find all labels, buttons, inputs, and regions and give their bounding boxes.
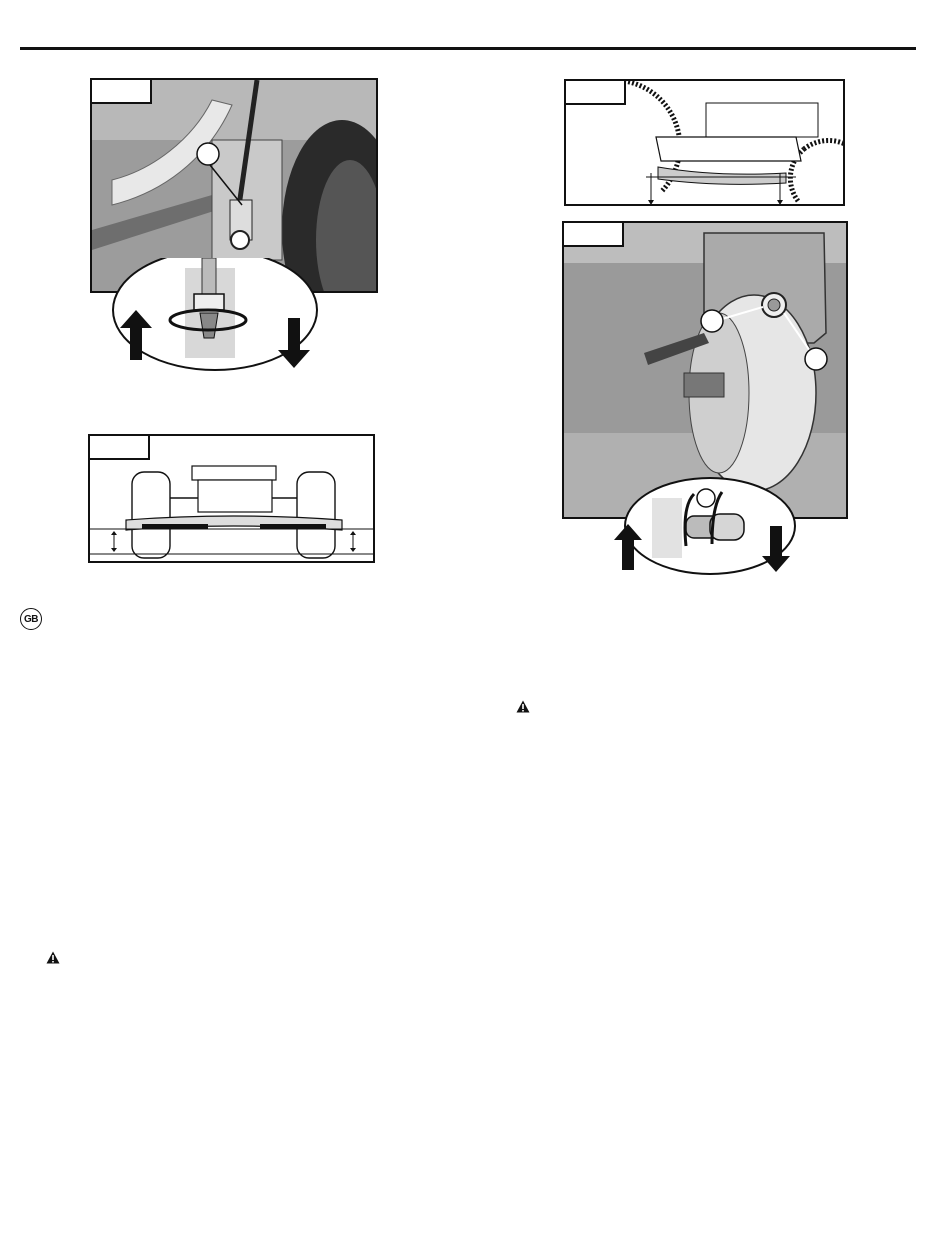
figure-number-tag <box>92 80 152 104</box>
callout-circle <box>197 143 219 165</box>
callout-circle <box>701 310 723 332</box>
callout-circle <box>805 348 827 370</box>
lift-link-zoom-detail <box>90 258 330 378</box>
language-badge-icon: GB <box>20 608 42 630</box>
header-rule <box>20 47 916 50</box>
warning-triangle-icon <box>46 951 60 964</box>
front-hanger-photo <box>564 223 848 519</box>
callout-circle <box>697 489 715 507</box>
figure-number-tag <box>564 223 624 247</box>
figure-deck-front-rear-level <box>564 79 845 206</box>
warning-triangle-icon <box>516 700 530 713</box>
figure-number-tag <box>90 436 150 460</box>
figure-deck-side-level <box>88 434 375 563</box>
figure-number-tag <box>566 81 626 105</box>
figure-front-hanger-adjust <box>562 221 848 519</box>
hanger-nut-zoom-detail <box>612 476 812 580</box>
